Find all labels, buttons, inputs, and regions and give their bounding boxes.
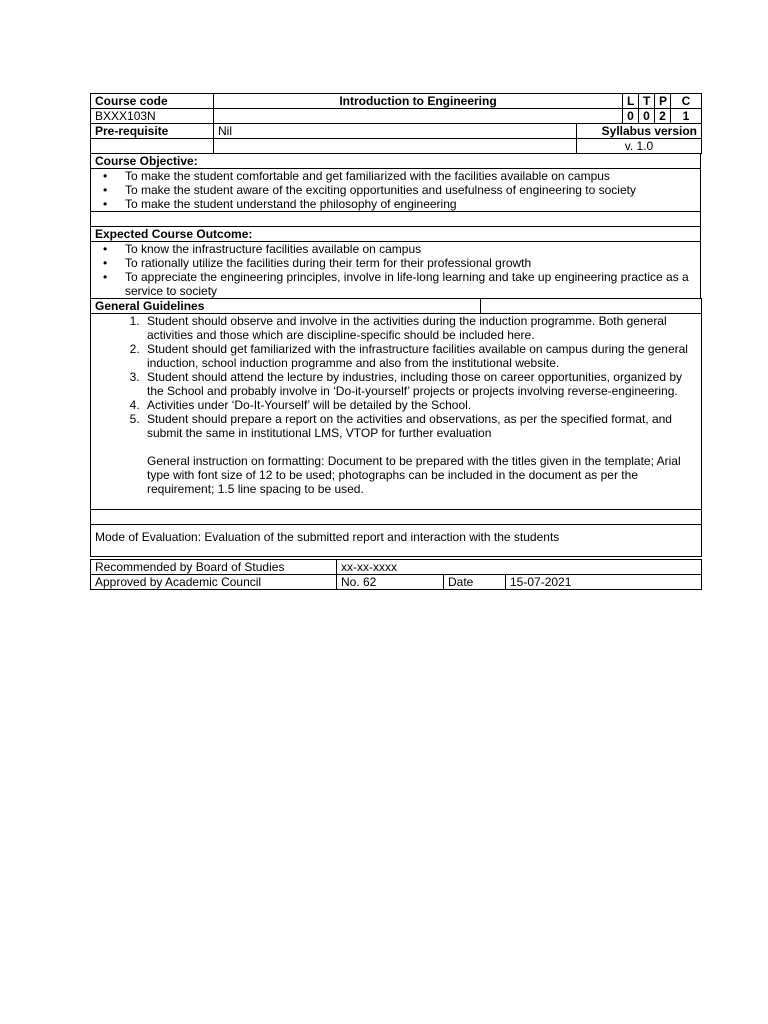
general-guidelines-heading: General Guidelines <box>91 299 481 314</box>
syllabus-version-label: Syllabus version <box>577 124 702 139</box>
outcome-item: • To rationally utilize the facilities during their term for their professional growth <box>115 256 692 270</box>
spacer-row <box>91 510 702 525</box>
course-title: Introduction to Engineering <box>214 94 623 109</box>
ltpc-p-value: 2 <box>655 109 671 124</box>
ltpc-c-label: C <box>671 94 702 109</box>
ltpc-t-value: 0 <box>639 109 655 124</box>
syllabus-document <box>90 93 701 590</box>
objective-item: • To make the student understand the philosophy of engineering <box>115 197 696 211</box>
course-title-blank <box>214 109 623 124</box>
guidelines-table <box>90 298 702 557</box>
course-code-label: Course code <box>91 94 214 109</box>
general-guidelines-cell <box>91 314 702 510</box>
course-code-value: BXXX103N <box>91 109 214 124</box>
ltpc-t-label: T <box>639 94 655 109</box>
general-guidelines-list <box>95 314 697 440</box>
prerequisite-label: Pre-requisite <box>91 124 214 139</box>
expected-outcome-list-cell <box>91 242 701 299</box>
blank-cell <box>214 139 577 154</box>
syllabus-version-value: v. 1.0 <box>577 139 702 154</box>
blank-cell <box>91 139 214 154</box>
guideline-item: 5. Student should prepare a report on the activities and observations, as per the specified format, and submit the same in institutional LMS, VTOP for further evaluation <box>143 412 697 440</box>
course-objective-list-cell <box>91 169 701 212</box>
course-objective-list <box>95 169 696 211</box>
ltpc-p-label: P <box>655 94 671 109</box>
objective-item: • To make the student comfortable and get familiarized with the facilities available on campus <box>115 169 696 183</box>
course-objective-heading: Course Objective: <box>91 154 701 169</box>
recommended-by-value: xx-xx-xxxx <box>337 560 702 575</box>
formatting-instruction: General instruction on formatting: Document to be prepared with the titles given in the template; Arial type with font size of 12 to be used; photographs can be included in the document as per the requirement; 1.5 line spacing to be used. <box>147 454 681 496</box>
guideline-item: 4. Activities under ‘Do-It-Yourself’ will be detailed by the School. <box>143 398 697 412</box>
ltpc-l-value: 0 <box>623 109 639 124</box>
recommended-by-label: Recommended by Board of Studies <box>91 560 337 575</box>
guideline-item: 1. Student should observe and involve in the activities during the induction programme. Both general activities and those which are discipline-specific should be included here. <box>143 314 697 342</box>
objective-item: • To make the student aware of the exciting opportunities and usefulness of engineering to society <box>115 183 696 197</box>
expected-outcome-list <box>95 242 696 298</box>
guideline-item: 2. Student should get familiarized with the infrastructure facilities available on campus during the general induction, school induction programme and also from the institutional website. <box>143 342 697 370</box>
outcome-item: • To know the infrastructure facilities available on campus <box>115 242 692 256</box>
expected-outcome-heading: Expected Course Outcome: <box>91 227 701 242</box>
date-label: Date <box>444 575 506 590</box>
ltpc-c-value: 1 <box>671 109 702 124</box>
approved-by-label: Approved by Academic Council <box>91 575 337 590</box>
date-value: 15-07-2021 <box>506 575 702 590</box>
approved-by-number: No. 62 <box>337 575 444 590</box>
blank-cell <box>481 299 702 314</box>
outcome-item: • To appreciate the engineering principles, involve in life-long learning and take up engineering practice as a service to society <box>115 270 692 298</box>
spacer-row <box>91 212 701 227</box>
guideline-item: 3. Student should attend the lecture by industries, including those on career opportunities, organized by the School and probably involve in ‘Do-it-yourself’ projects or projects involving reverse-engineering. <box>143 370 697 398</box>
approvals-table <box>90 559 702 590</box>
mode-of-evaluation: Mode of Evaluation: Evaluation of the submitted report and interaction with the students <box>91 525 702 557</box>
prerequisite-value: Nil <box>214 124 577 139</box>
objective-outcome-table <box>90 153 701 299</box>
ltpc-l-label: L <box>623 94 639 109</box>
course-header-table <box>90 93 702 154</box>
